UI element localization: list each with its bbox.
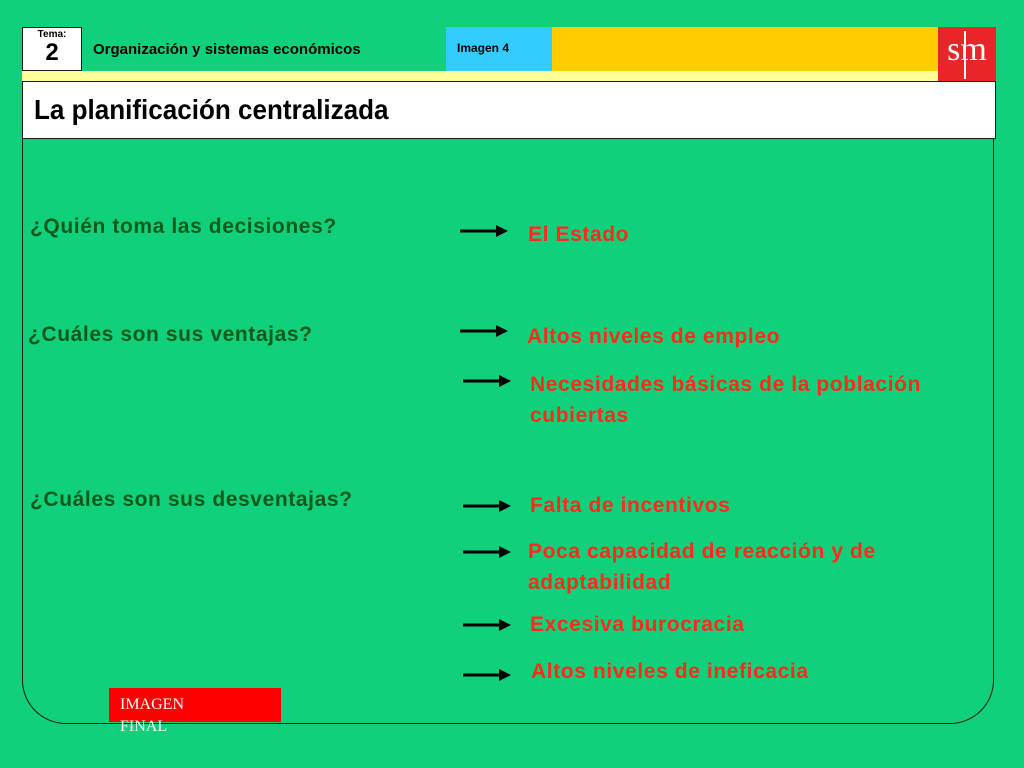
final-image-button-label: IMAGEN FINAL xyxy=(120,696,184,735)
question-who-decides: ¿Quién toma las decisiones? xyxy=(30,215,337,238)
answer-disadvantage-incentives: Falta de incentivos xyxy=(530,494,731,517)
header-yellow-bar xyxy=(552,27,938,71)
tema-number: 2 xyxy=(45,39,59,66)
answer-who-decides: El Estado xyxy=(528,223,630,246)
subject-title xyxy=(82,27,446,71)
question-advantages: ¿Cuáles son sus ventajas? xyxy=(28,323,313,346)
page-title: La planificación centralizada xyxy=(34,94,389,125)
answer-disadvantage-bureaucracy: Excesiva burocracia xyxy=(530,613,745,636)
sm-logo xyxy=(938,27,996,83)
header-yellow-strip xyxy=(22,71,938,81)
image-number-tag: Imagen 4 xyxy=(446,27,552,71)
final-image-button[interactable] xyxy=(109,688,281,735)
answer-advantage-employment: Altos niveles de empleo xyxy=(527,325,781,348)
answer-disadvantage-adaptability: Poca capacidad de reacción y de adaptabilidad xyxy=(528,540,876,594)
right-arrow-icon xyxy=(460,224,508,238)
sm-logo-icon xyxy=(938,27,996,83)
right-arrow-icon xyxy=(463,618,511,632)
answer-advantage-basic-needs: Necesidades básicas de la población cubiertas xyxy=(530,373,921,427)
question-disadvantages: ¿Cuáles son sus desventajas? xyxy=(30,488,353,511)
right-arrow-icon xyxy=(463,374,511,388)
answer-disadvantage-inefficiency: Altos niveles de ineficacia xyxy=(531,660,809,683)
tema-box xyxy=(22,27,82,71)
sm-logo-text: sm xyxy=(947,31,987,68)
title-bar xyxy=(22,81,996,139)
right-arrow-icon xyxy=(460,324,508,338)
right-arrow-icon xyxy=(463,545,511,559)
right-arrow-icon xyxy=(463,499,511,513)
right-arrow-icon xyxy=(463,668,511,682)
tema-label: Tema: xyxy=(37,29,67,40)
subject-title-text: Organización y sistemas económicos xyxy=(93,40,361,58)
